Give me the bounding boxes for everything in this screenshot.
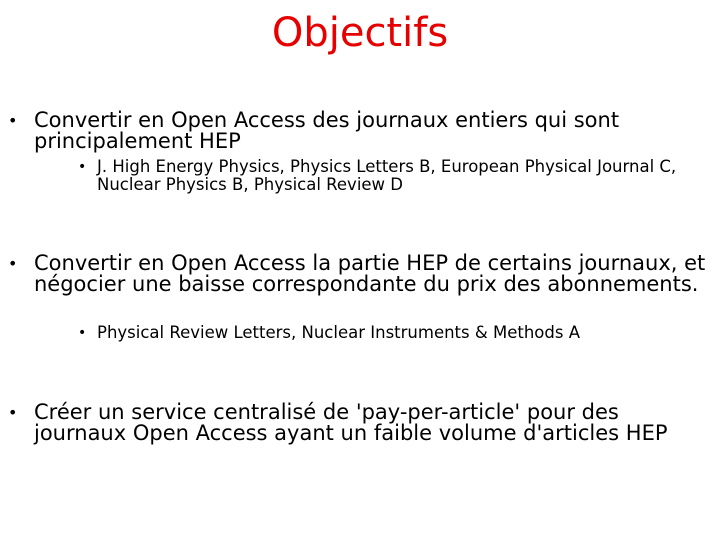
bullet-item bbox=[8, 110, 708, 152]
slide-title: Objectifs bbox=[271, 10, 449, 56]
bullet-item bbox=[8, 253, 708, 295]
bullet-text: Convertir en Open Access la partie HEP de certains journaux, et négocier une baisse correspondante du prix des abonnements. bbox=[34, 251, 706, 296]
sub-bullet-marker: • bbox=[78, 325, 87, 341]
sub-bullet-marker: • bbox=[78, 159, 87, 175]
bullet-item bbox=[8, 402, 708, 444]
bullet-marker: • bbox=[8, 111, 18, 130]
sub-bullet-item bbox=[78, 158, 714, 194]
sub-bullet-text: Physical Review Letters, Nuclear Instruments & Methods A bbox=[97, 323, 580, 342]
sub-bullet-item bbox=[78, 324, 714, 342]
sub-bullet-text: J. High Energy Physics, Physics Letters B, European Physical Journal C, Nuclear Physics B, Physical Review D bbox=[97, 157, 677, 194]
bullet-text: Créer un service centralisé de 'pay-per-article' pour des journaux Open Access ayant un faible volume d'articles HEP bbox=[34, 400, 668, 445]
bullet-text: Convertir en Open Access des journaux entiers qui sont principalement HEP bbox=[34, 108, 620, 153]
bullet-marker: • bbox=[8, 254, 18, 273]
bullet-marker: • bbox=[8, 403, 18, 422]
